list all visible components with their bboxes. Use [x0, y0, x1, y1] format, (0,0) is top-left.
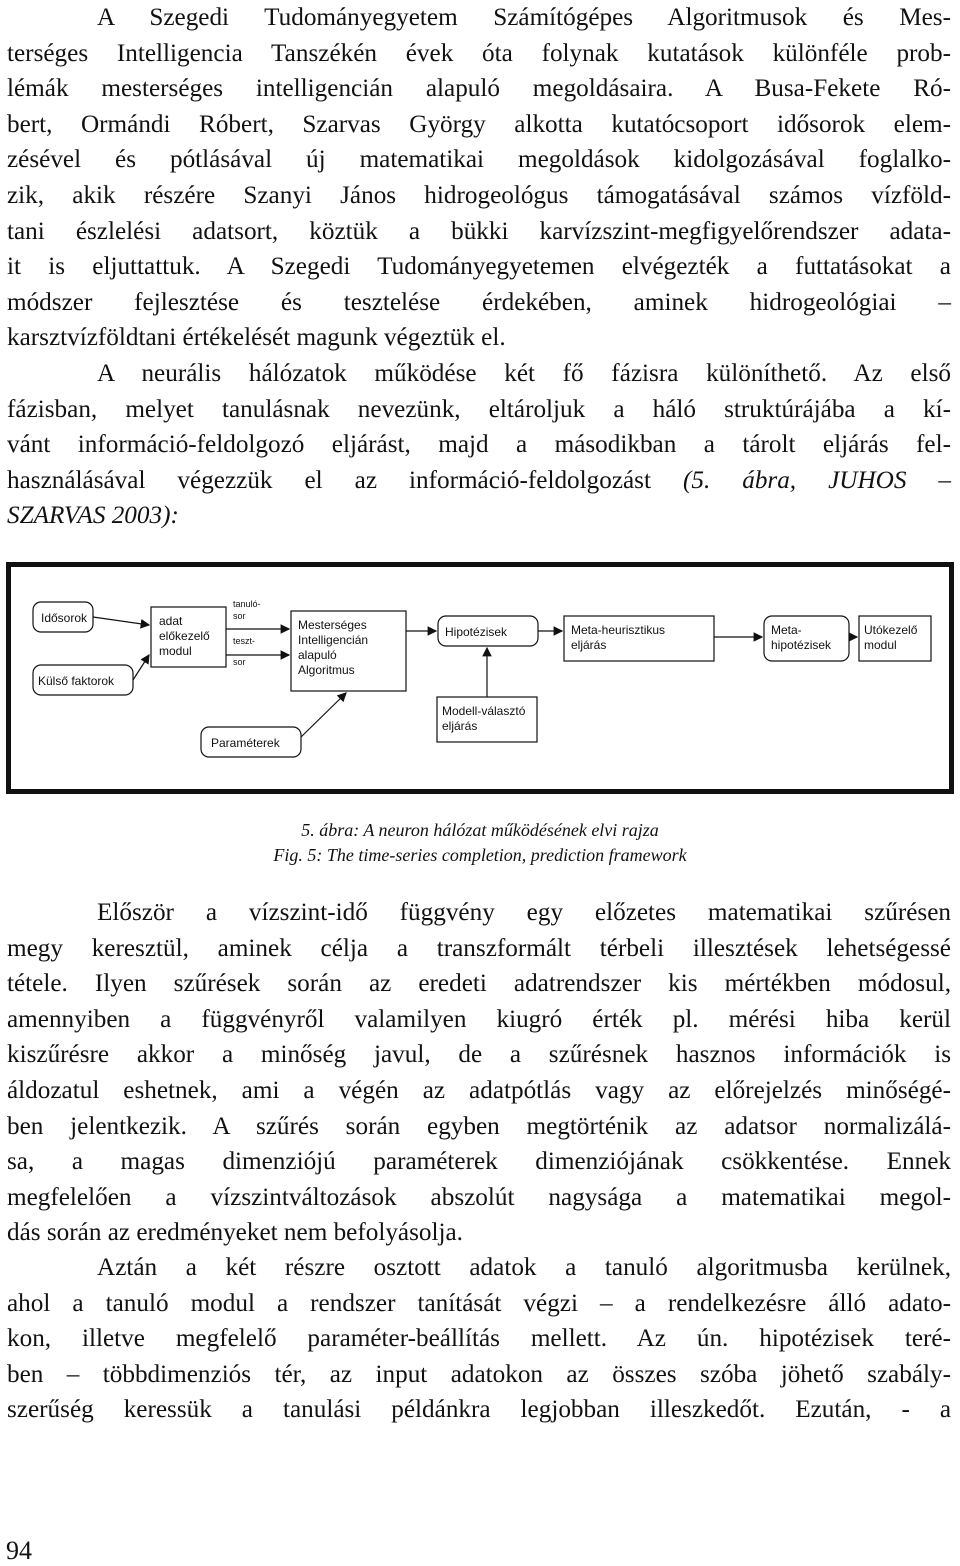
text-line — [7, 463, 951, 499]
label: Hipotézisek — [445, 625, 508, 639]
label: hipotézisek — [771, 638, 832, 652]
label: alapuló — [298, 648, 337, 662]
caption-en: Fig. 5: The time-series completion, prediction framework — [273, 845, 687, 865]
text-line: kiszűrésre akkor a minőség javul, de a szűrésnek hasznos információk is — [7, 1041, 951, 1069]
text-line: Először a vízszint-idő függvény egy előzetes matematikai szűrésen — [97, 899, 951, 926]
label: Meta-heurisztikus — [571, 623, 666, 637]
text-line: bert, Ormándi Róbert, Szarvas György alkotta kutatócsoport idősorok elem- — [7, 110, 951, 138]
label: sor — [233, 611, 246, 621]
text-line: karsztvízföldtani értékelését magunk végeztük el. — [7, 324, 506, 352]
text-line: it is eljuttattuk. A Szegedi Tudományegyetemen elvégezték a futtatásokat a — [7, 253, 951, 281]
text-line: A neurális hálózatok működése két fő fázisra különíthető. Az első — [97, 360, 951, 387]
label: teszt- — [233, 636, 256, 646]
text-segment: használásával végezzük el az információ-feldolgozást — [7, 466, 651, 494]
label: Intelligencián — [298, 633, 369, 647]
label: eljárás — [571, 638, 607, 652]
text-line: sa, a magas dimenziójú paraméterek dimenziójának csökkentése. Ennek — [7, 1148, 951, 1176]
label: Külső faktorok — [38, 674, 115, 688]
page-number: 94 — [6, 1536, 32, 1565]
figure-reference: (5. ábra, JUHOS – — [682, 466, 951, 494]
text-line: zik, akik részére Szanyi János hidrogeológus támogatásával számos vízföld- — [7, 181, 951, 209]
arrow — [301, 693, 346, 737]
text-line: szerűség keressük a tanulási példánkra legjobban illeszkedőt. Ezután, - a — [7, 1396, 951, 1424]
text-line: amennyiben a függvényről valamilyen kiugró érték pl. mérési hiba kerül — [7, 1005, 951, 1033]
figure-frame — [6, 562, 954, 794]
label: Paraméterek — [211, 736, 280, 750]
label: Meta- — [771, 623, 802, 637]
text-line: dás során az eredményeket nem befolyásolja. — [7, 1219, 463, 1247]
text-line: A Szegedi Tudományegyetem Számítógépes Algoritmusok és Mes- — [97, 4, 951, 31]
text-line: terséges Intelligencia Tanszékén évek óta folynak kutatások különféle prob- — [7, 39, 951, 67]
paragraph-2 — [7, 356, 951, 534]
text-line: zésével és pótlásával új matematikai megoldások kidolgozásával foglalko- — [7, 146, 951, 174]
arrow — [93, 617, 149, 625]
neural-framework-diagram — [11, 567, 949, 789]
label: modul — [159, 644, 192, 658]
text-line: Aztán a két részre osztott adatok a tanuló algoritmusba kerülnek, — [97, 1254, 951, 1281]
text-line: ben jelentkezik. A szűrés során egyben megtörténik az adatsor normalizálá- — [7, 1112, 951, 1140]
label: Algoritmus — [298, 663, 355, 677]
label: tanuló- — [233, 599, 261, 609]
text-line: vánt információ-feldolgozó eljárást, majd a másodikban a tárolt eljárás fel- — [7, 431, 951, 459]
figure-reference: SZARVAS 2003): — [7, 502, 179, 530]
text-line: megfelelően a vízszintváltozások abszolút nagysága a matematikai megol- — [7, 1183, 951, 1211]
text-line: lémák mesterséges intelligencián alapuló megoldásaira. A Busa-Fekete Ró- — [7, 75, 951, 103]
label: Modell-választó — [442, 704, 526, 718]
text-line: megy keresztül, aminek célja a transzformált térbeli illesztések lehetségessé — [7, 934, 951, 962]
text-line: kon, illetve megfelelő paraméter-beállítás mellett. Az ún. hipotézisek teré- — [7, 1325, 951, 1353]
text-line: ahol a tanuló modul a rendszer tanítását végzi – a rendelkezésre álló adato- — [7, 1289, 951, 1317]
text-line: tétele. Ilyen szűrések során az eredeti adatrendszer kis mértékben módosul, — [7, 970, 951, 998]
text-line: áldozatul eshetnek, ami a végén az adatpótlás vagy az előrejelzés minőségé- — [7, 1076, 951, 1104]
text-line: ben – többdimenziós tér, az input adatokon az összes szóba jöhető szabály- — [7, 1360, 951, 1388]
label: modul — [864, 638, 897, 652]
paragraph-3 — [7, 895, 951, 1251]
paragraph-4 — [7, 1250, 951, 1428]
text-line: módszer fejlesztése és tesztelése érdekében, aminek hidrogeológiai – — [7, 288, 951, 316]
caption-hu: 5. ábra: A neuron hálózat működésének elvi rajza — [301, 820, 659, 840]
label: előkezelő — [159, 629, 210, 643]
label: Idősorok — [41, 611, 88, 625]
paragraph-1 — [7, 0, 951, 356]
label: Mesterséges — [298, 618, 367, 632]
text-line: fázisban, melyet tanulásnak nevezünk, eltároljuk a háló struktúrájába a kí- — [7, 395, 951, 423]
label: sor — [233, 657, 246, 667]
text-line — [7, 498, 951, 534]
arrow — [133, 655, 149, 680]
label: adat — [159, 614, 183, 628]
label: eljárás — [442, 719, 478, 733]
text-line: tani észlelési adatsort, köztük a bükki karvízszint-megfigyelőrendszer adata- — [7, 217, 951, 245]
label: Utókezelő — [864, 623, 918, 637]
